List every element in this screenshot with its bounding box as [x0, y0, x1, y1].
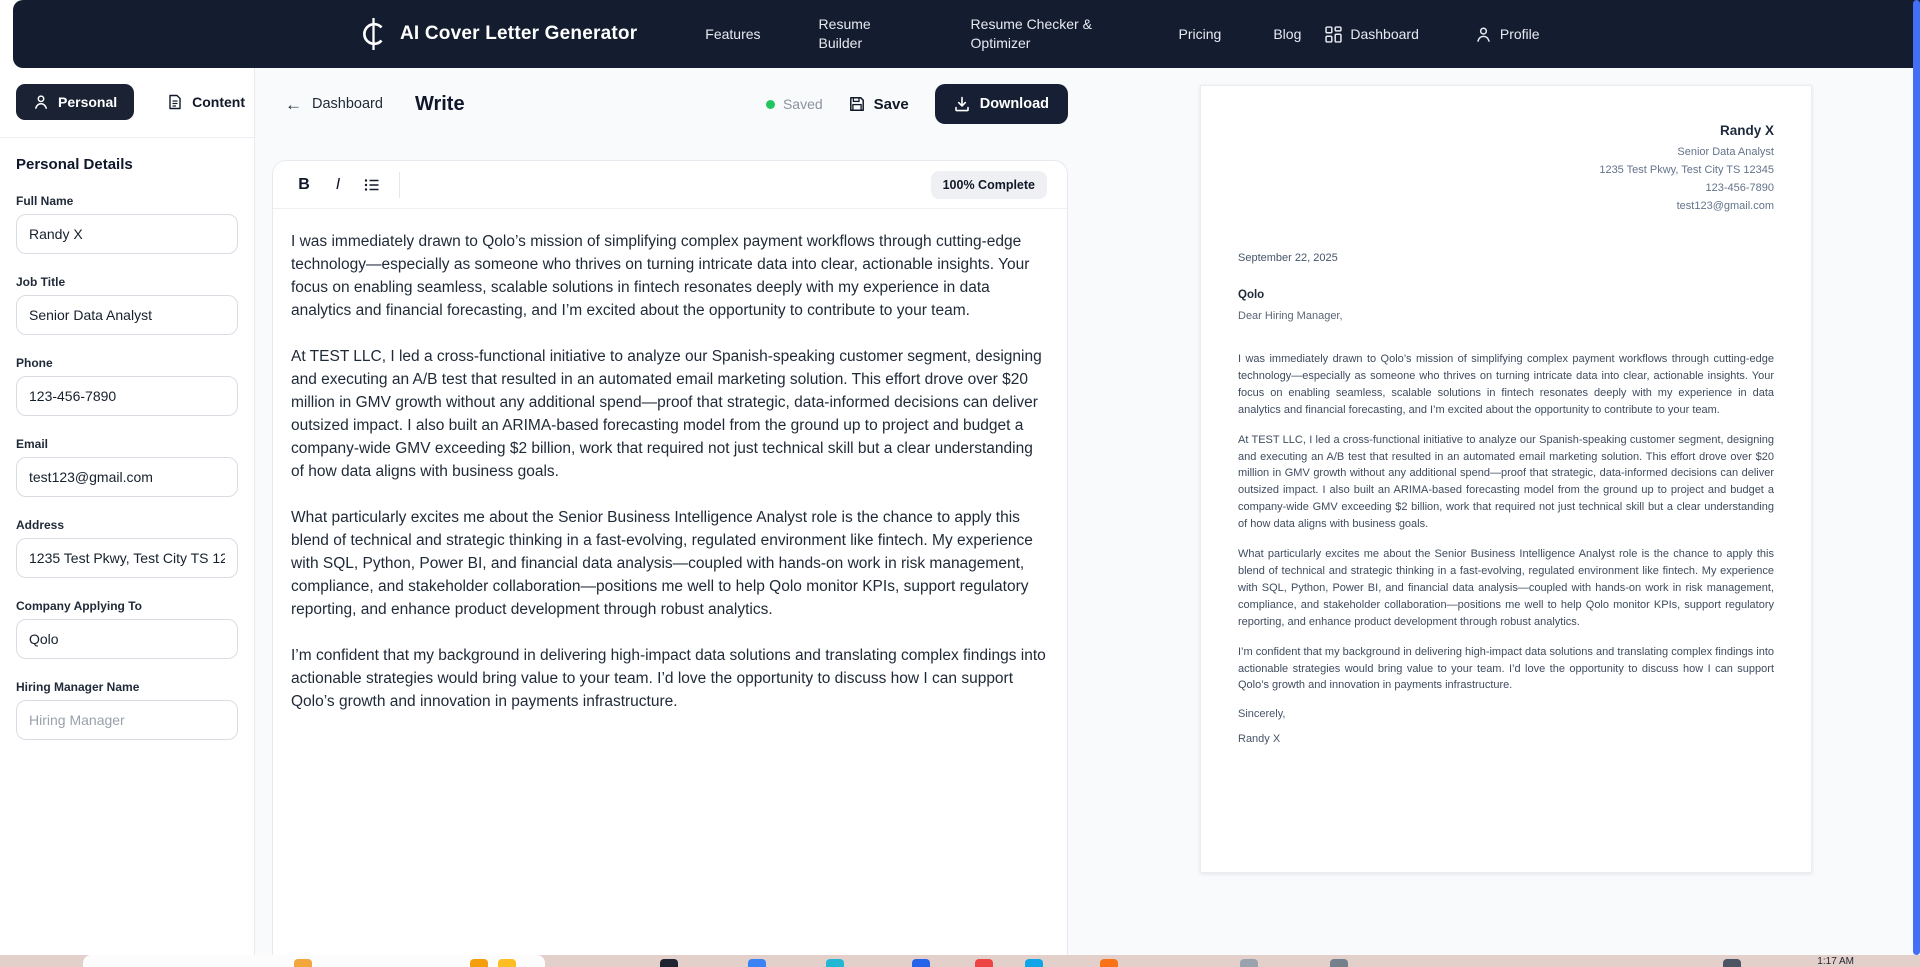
job-title-input[interactable]	[16, 295, 238, 335]
preview-body	[1238, 351, 1774, 694]
back-link-label: Dashboard	[312, 96, 383, 112]
letter-editor[interactable]	[273, 209, 1067, 757]
editor-paragraph: I’m confident that my background in delivering high-impact data solutions and translating complex findings into actionable strategies would bring value to your team. I’d love the opportunity to discuss how I can support Qolo’s growth and innovation in payments infrastructure.	[291, 647, 1046, 710]
bullet-list-button[interactable]	[355, 168, 389, 202]
address-label: Address	[16, 518, 65, 532]
preview-closing: Sincerely,	[1238, 708, 1286, 721]
brand[interactable]	[360, 17, 637, 51]
field-phone	[16, 356, 238, 416]
preview-job-title: Senior Data Analyst	[1677, 146, 1774, 158]
preview-company: Qolo	[1238, 289, 1265, 301]
personal-details-title: Personal Details	[16, 156, 133, 173]
preview-phone: 123-456-7890	[1705, 182, 1774, 194]
nav-link-dashboard[interactable]	[1325, 26, 1419, 43]
profile-person-icon	[1475, 26, 1492, 43]
field-full-name	[16, 194, 238, 254]
nav-link-blog[interactable]: Blog	[1273, 26, 1302, 42]
nav-link-features[interactable]: Features	[705, 26, 761, 42]
tab-content-label: Content	[192, 94, 246, 110]
company-input[interactable]	[16, 619, 238, 659]
field-company	[16, 599, 238, 659]
main-area	[255, 68, 1920, 955]
preview-signature: Randy X	[1238, 733, 1281, 746]
tab-personal[interactable]	[16, 84, 134, 120]
editor-paragraph: At TEST LLC, I led a cross-functional initiative to analyze our Spanish-speaking customer segment, designing and executing an A/B test that resulted in an automated email marketing solution. This effort drove over $20 million in GMV growth without any additional spend—proof that strategic, data-informed decisions can deliver outsized impact. I also built an ARIMA-based forecasting model from the ground up to project and budget a company-wide GMV exceeding $2 billion, work that required not just technical skill but a clear understanding of how data aligns with business goals.	[291, 348, 1042, 480]
save-floppy-icon	[849, 96, 865, 112]
nav-link-profile[interactable]	[1475, 26, 1540, 43]
saved-dot-icon	[766, 100, 775, 109]
email-input[interactable]	[16, 457, 238, 497]
taskbar-app-icon[interactable]	[498, 959, 516, 967]
hiring-manager-label: Hiring Manager Name	[16, 680, 140, 694]
sidebar-tabs	[0, 84, 254, 138]
preview-header	[1238, 123, 1774, 215]
document-icon	[167, 94, 183, 110]
taskbar-app-icon[interactable]	[1100, 959, 1118, 967]
nav-link-dashboard-label: Dashboard	[1350, 26, 1419, 42]
tab-personal-label: Personal	[58, 94, 118, 110]
editor-toolbar	[273, 161, 1067, 209]
download-button-label: Download	[979, 96, 1049, 112]
preview-paragraph: At TEST LLC, I led a cross-functional initiative to analyze our Spanish-speaking customer segment, designing and executing an A/B test that resulted in an automated email marketing solution. This effort drove over $20 million in GMV growth without any additional spend—proof that strategic, data-informed decisions can deliver outsized impact. I also built an ARIMA-based forecasting model from the ground up to project and budget a company-wide GMV exceeding $2 billion, work that required not just technical skill but a clear understanding of how data aligns with business goals.	[1238, 433, 1774, 531]
taskbar-app-icon[interactable]	[470, 959, 488, 967]
taskbar-app-icon[interactable]	[912, 959, 930, 967]
field-address	[16, 518, 238, 578]
job-title-label: Job Title	[16, 275, 66, 289]
brand-name: AI Cover Letter Generator	[400, 23, 638, 44]
saved-status	[766, 96, 823, 112]
taskbar-app-icon[interactable]	[1330, 959, 1348, 967]
preview-name: Randy X	[1719, 123, 1774, 138]
page-title: Write	[414, 92, 465, 115]
os-taskbar	[0, 955, 1920, 967]
dashboard-grid-icon	[1325, 26, 1342, 43]
page-scrollbar[interactable]	[1913, 0, 1920, 955]
preview-date: September 22, 2025	[1238, 252, 1338, 264]
tab-content[interactable]	[150, 84, 262, 120]
full-name-label: Full Name	[16, 194, 74, 208]
preview-greeting: Dear Hiring Manager,	[1238, 310, 1343, 322]
taskbar-app-icon[interactable]	[748, 959, 766, 967]
letter-preview	[1200, 85, 1812, 873]
taskbar-app-icon[interactable]	[1240, 959, 1258, 967]
editor-paragraph: What particularly excites me about the Senior Business Intelligence Analyst role is the chance to apply this blend of technical and strategic thinking in a fast-evolving, regulated environment like fintech. My experience with SQL, Python, Power BI, and financial data analysis—coupled with hands-on work in risk management, compliance, and stakeholder collaboration—positions me well to help Qolo monitor KPIs, support regulatory reporting, and enhance product development through robust analytics.	[291, 509, 1033, 618]
sidebar	[0, 68, 255, 955]
taskbar-app-icon[interactable]	[1723, 959, 1741, 967]
preview-paragraph: I was immediately drawn to Qolo’s mission of simplifying complex payment workflows through cutting-edge technology—especially as someone who thrives on turning intricate data into clear, actionable insights. Your focus on enabling seamless, scalable solutions in fintech resonates deeply with my experience in data analytics and financial forecasting, and I’m excited about the opportunity to contribute to your team.	[1238, 353, 1774, 416]
download-icon	[954, 96, 970, 112]
field-hiring-manager	[16, 680, 238, 740]
preview-address: 1235 Test Pkwy, Test City TS 12345	[1599, 164, 1774, 176]
save-button[interactable]	[849, 96, 909, 113]
top-navbar	[13, 0, 1920, 68]
italic-button[interactable]: I	[321, 168, 355, 202]
person-icon	[33, 94, 49, 110]
field-email	[16, 437, 238, 497]
company-label: Company Applying To	[16, 599, 142, 613]
address-input[interactable]	[16, 538, 238, 578]
preview-paragraph: What particularly excites me about the Senior Business Intelligence Analyst role is the chance to apply this blend of technical and strategic thinking in a fast-evolving, regulated environment like fintech. My experience with SQL, Python, Power BI, and financial data analysis—coupled with hands-on work in risk management, compliance, and stakeholder collaboration—positions me well to help Qolo monitor KPIs, support regulatory reporting, and enhance product development through robust analytics.	[1238, 548, 1774, 628]
hiring-manager-input[interactable]	[16, 700, 238, 740]
taskbar-app-icon[interactable]	[660, 959, 678, 967]
email-label: Email	[16, 437, 49, 451]
preview-email: test123@gmail.com	[1676, 200, 1774, 212]
phone-input[interactable]	[16, 376, 238, 416]
editor-card	[272, 160, 1068, 955]
download-button[interactable]	[935, 84, 1068, 124]
saved-status-label: Saved	[782, 96, 823, 112]
editor-paragraph: I was immediately drawn to Qolo’s mission of simplifying complex payment workflows through cutting-edge technology—especially as someone who thrives on turning intricate data into clear, actionable insights. Your focus on enabling seamless, scalable solutions in fintech resonates deeply with my experience in data analytics and financial forecasting, and I’m excited about the opportunity to contribute to your team.	[291, 233, 1030, 319]
toolbar-divider	[399, 172, 400, 198]
nav-link-resume-builder[interactable]: Resume Builder	[818, 16, 871, 51]
nav-link-profile-label: Profile	[1499, 26, 1540, 42]
bold-button[interactable]: B	[287, 168, 321, 202]
back-arrow-icon: ←	[285, 94, 302, 114]
completion-badge: 100% Complete	[931, 171, 1047, 199]
full-name-input[interactable]	[16, 214, 238, 254]
save-button-label: Save	[873, 95, 909, 113]
taskbar-app-icon[interactable]	[1025, 959, 1043, 967]
taskbar-app-icon[interactable]	[975, 959, 993, 967]
phone-label: Phone	[16, 356, 53, 370]
nav-link-resume-checker-optimizer[interactable]: Resume Checker & Optimizer	[970, 16, 1092, 51]
nav-link-pricing[interactable]: Pricing	[1178, 26, 1222, 42]
field-job-title	[16, 275, 238, 335]
taskbar-clock: 1:17 AM	[1817, 956, 1854, 967]
back-to-dashboard-link[interactable]	[285, 96, 383, 113]
preview-paragraph: I’m confident that my background in delivering high-impact data solutions and translating complex findings into actionable strategies would bring value to your team. I’d love the opportunity to discuss how I can support Qolo’s growth and innovation in payments infrastructure.	[1238, 645, 1774, 692]
document-header	[285, 84, 1068, 124]
bullet-list-icon	[363, 176, 381, 194]
taskbar-app-icon[interactable]	[826, 959, 844, 967]
brand-logo-icon	[360, 17, 387, 51]
taskbar-app-icon[interactable]	[294, 959, 312, 967]
